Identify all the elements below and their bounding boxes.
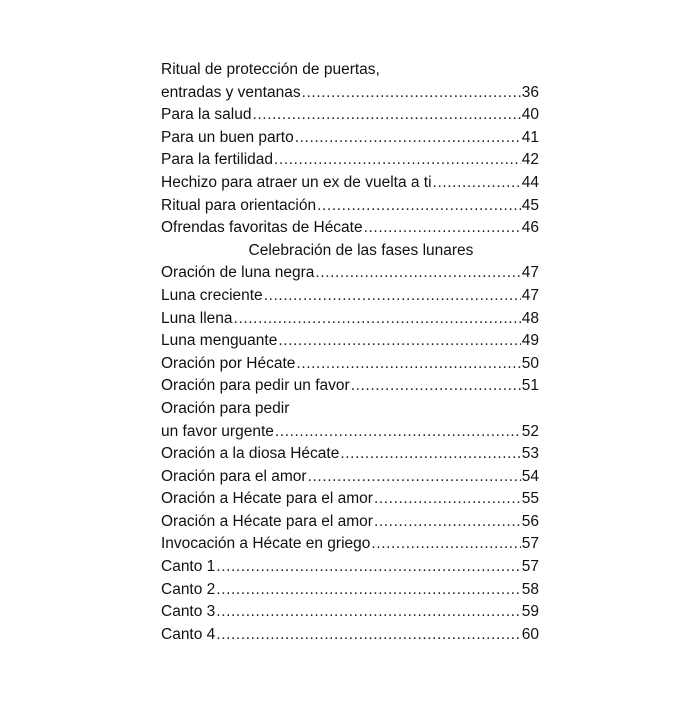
dot-leader [340, 443, 520, 466]
dot-leader [296, 353, 520, 376]
dot-leader [317, 195, 521, 218]
entry-title: Ritual de protección de puertas, [161, 61, 380, 78]
toc-entry [161, 466, 539, 489]
entry-page-number: 51 [521, 377, 539, 395]
entry-title: Ofrendas favoritas de Hécate [161, 219, 363, 237]
toc-entry [161, 172, 539, 195]
entry-page-number: 59 [521, 603, 539, 621]
entry-page-number: 52 [521, 422, 539, 440]
toc-entry [161, 443, 539, 466]
entry-page-number: 46 [521, 219, 539, 237]
entry-title: Oración para pedir [161, 399, 290, 417]
entry-page-number: 42 [521, 151, 539, 169]
entry-page-number: 36 [521, 83, 539, 101]
entry-page-number: 49 [521, 332, 539, 350]
toc-entry [161, 375, 539, 398]
section-title: Celebración de las fases lunares [248, 241, 474, 259]
entry-title: Oración a Hécate para el amor [161, 512, 373, 530]
toc-entry [161, 262, 539, 285]
section-heading [161, 240, 539, 263]
dot-leader [302, 82, 521, 105]
entry-title: Canto 2 [161, 580, 216, 598]
entry-title: Hechizo para atraer un ex de vuelta a ti [161, 173, 432, 191]
entry-page-number: 45 [521, 196, 539, 214]
dot-leader [275, 421, 521, 444]
dot-leader [374, 488, 521, 511]
toc-entry [161, 533, 539, 556]
toc-entry [161, 59, 539, 82]
entry-title: Oración de luna negra [161, 264, 315, 282]
toc-entry [161, 195, 539, 218]
toc-entry [161, 601, 539, 624]
toc-entry [161, 624, 539, 647]
entry-title: Canto 1 [161, 558, 216, 576]
entry-page-number: 54 [521, 467, 539, 485]
entry-title: Luna creciente [161, 286, 263, 304]
entry-title: Oración para el amor [161, 467, 307, 485]
dot-leader [351, 375, 521, 398]
dot-leader [278, 330, 520, 353]
dot-leader [274, 149, 521, 172]
entry-page-number: 50 [521, 354, 539, 372]
entry-page-number: 56 [521, 512, 539, 530]
entry-title: Oración a Hécate para el amor [161, 490, 373, 508]
dot-leader [216, 601, 520, 624]
table-of-contents [161, 59, 539, 646]
dot-leader [264, 285, 521, 308]
toc-entry [161, 217, 539, 240]
entry-page-number: 53 [521, 445, 539, 463]
entry-title: Invocación a Hécate en griego [161, 535, 371, 553]
dot-leader [371, 533, 520, 556]
dot-leader [308, 466, 521, 489]
entry-title: Luna llena [161, 309, 233, 327]
entry-page-number: 47 [521, 264, 539, 282]
entry-page-number: 60 [521, 625, 539, 643]
dot-leader [234, 308, 521, 331]
entry-page-number: 41 [521, 128, 539, 146]
entry-page-number: 57 [521, 535, 539, 553]
entry-title: entradas y ventanas [161, 83, 301, 101]
entry-page-number: 55 [521, 490, 539, 508]
dot-leader [295, 127, 521, 150]
toc-entry [161, 149, 539, 172]
toc-entry [161, 353, 539, 376]
entry-title: Canto 4 [161, 625, 216, 643]
entry-title: Para la salud [161, 106, 252, 124]
dot-leader [364, 217, 521, 240]
entry-title: Oración a la diosa Hécate [161, 445, 340, 463]
dot-leader [374, 511, 521, 534]
dot-leader [315, 262, 520, 285]
toc-entry [161, 398, 539, 421]
entry-title: un favor urgente [161, 422, 274, 440]
dot-leader [252, 104, 520, 127]
entry-page-number: 40 [521, 106, 539, 124]
toc-entry [161, 82, 539, 105]
toc-entry [161, 556, 539, 579]
toc-entry [161, 511, 539, 534]
dot-leader [216, 624, 520, 647]
entry-page-number: 47 [521, 286, 539, 304]
entry-title: Oración por Hécate [161, 354, 296, 372]
entry-page-number: 58 [521, 580, 539, 598]
entry-page-number: 44 [521, 173, 539, 191]
entry-page-number: 57 [521, 558, 539, 576]
toc-entry [161, 579, 539, 602]
toc-entry [161, 488, 539, 511]
entry-page-number: 48 [521, 309, 539, 327]
entry-title: Para un buen parto [161, 128, 294, 146]
entry-title: Canto 3 [161, 603, 216, 621]
toc-entry [161, 330, 539, 353]
entry-title: Luna menguante [161, 332, 278, 350]
entry-title: Para la fertilidad [161, 151, 274, 169]
entry-title: Ritual para orientación [161, 196, 317, 214]
dot-leader [216, 556, 520, 579]
toc-entry [161, 127, 539, 150]
toc-entry [161, 421, 539, 444]
toc-entry [161, 285, 539, 308]
toc-entry [161, 104, 539, 127]
entry-title: Oración para pedir un favor [161, 377, 350, 395]
dot-leader [433, 172, 521, 195]
dot-leader [216, 579, 520, 602]
toc-entry [161, 308, 539, 331]
